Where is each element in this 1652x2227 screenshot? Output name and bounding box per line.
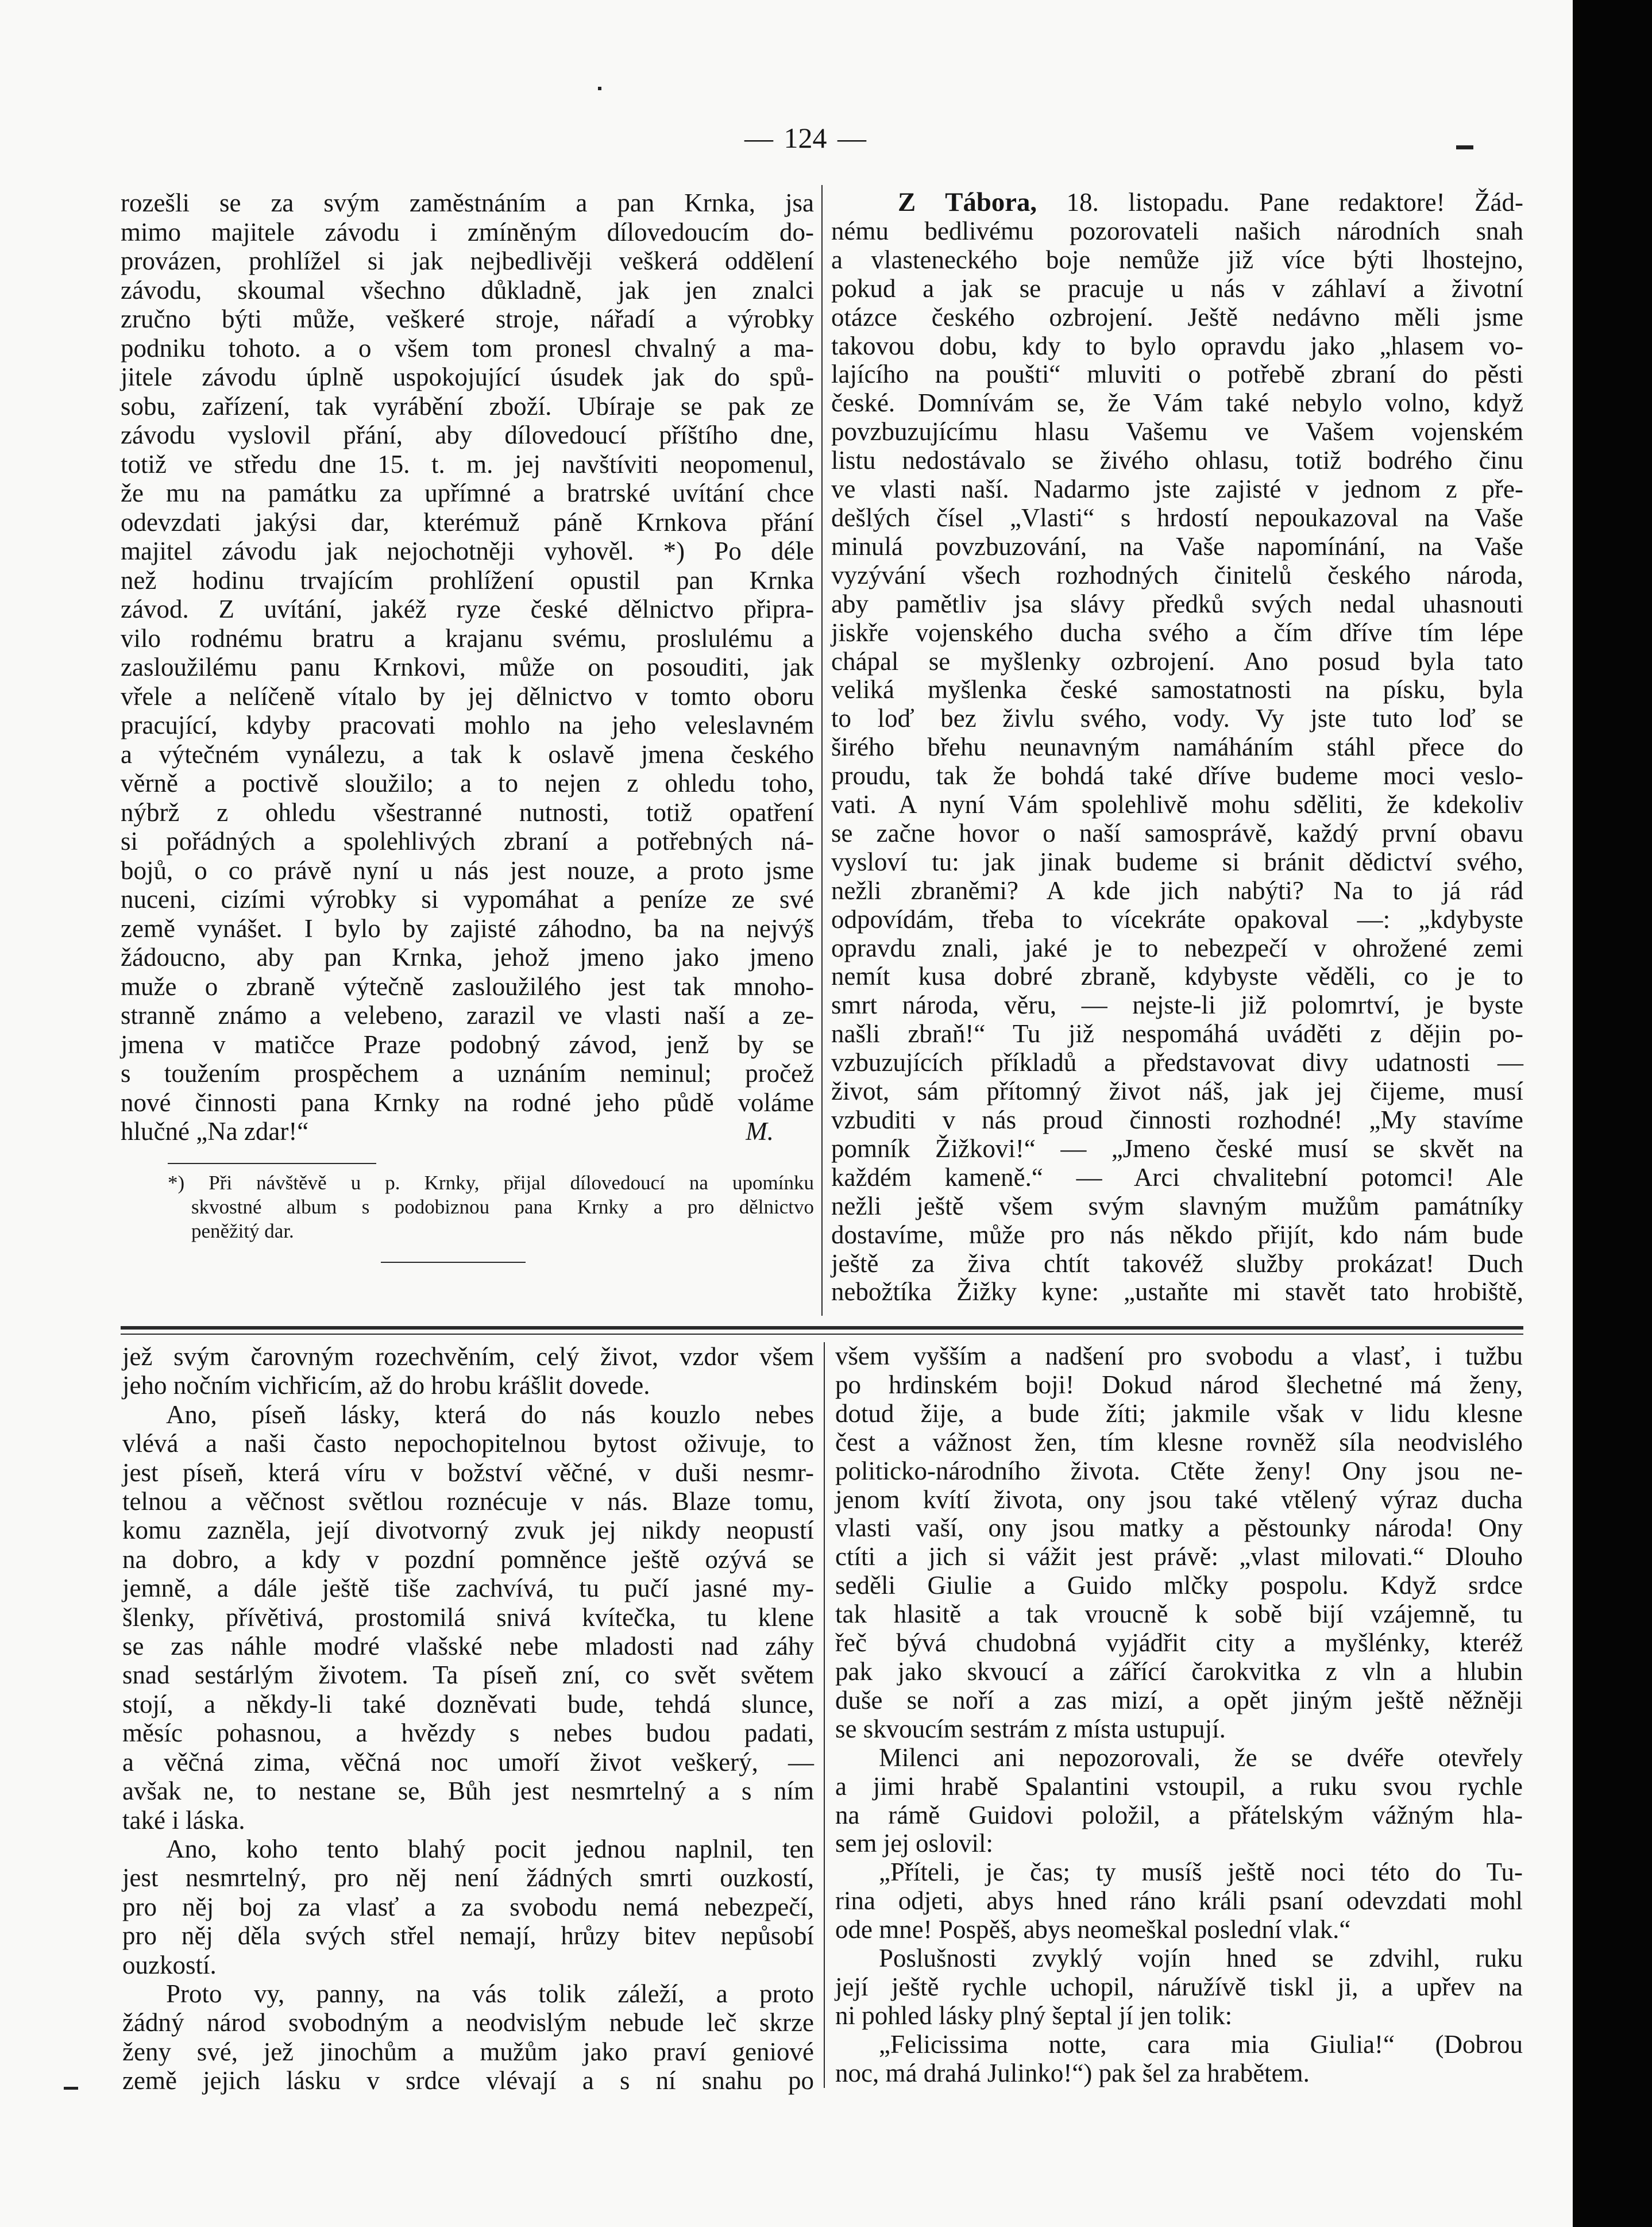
text-line: [121, 798, 814, 827]
line-text: hlučné „Na zdar!“: [121, 1117, 309, 1146]
dateline-place: Z Tábora,: [898, 187, 1037, 217]
line-text: závodu, skoumal všechno důkladně, jak jen znalci: [121, 275, 814, 305]
text-line: [831, 1221, 1523, 1250]
text-line: [121, 1088, 814, 1118]
line-text: věrně a poctivě sloužilo; a to nejen z ohledu toho,: [121, 769, 814, 797]
text-line: [122, 1342, 814, 1371]
text-line: [831, 619, 1523, 648]
line-text: ženy své, jež jinochům a mužům jako praví geniové: [122, 2037, 814, 2066]
line-text: Ano, koho tento blahý pocit jednou naplnil, ten: [166, 1834, 814, 1863]
scan-border: [1573, 0, 1652, 2227]
line-text: Proto vy, panny, na vás tolik záleží, a proto: [166, 1979, 814, 2008]
text-line: [835, 2002, 1523, 2030]
line-text: závod. Z uvítání, jakéž ryze české dělnictvo připra-: [121, 595, 814, 623]
text-line: [831, 1250, 1523, 1278]
line-text: se skvoucím sestrám z místa ustupují.: [835, 1714, 1226, 1743]
line-text: nežli zbraněmi? A kde jich nabýti? Na to já rád: [831, 876, 1523, 905]
text-line: [122, 1979, 814, 2008]
line-text: řeč bývá chudobná vyjádřit city a myšlénky, kteréž: [835, 1628, 1523, 1658]
text-line: [122, 1835, 814, 1863]
line-text: politicko-národního života. Ctěte ženy! Ony jsou ne-: [835, 1456, 1523, 1485]
text-line: [835, 1600, 1523, 1629]
line-text: pro něj děla svých střel nemají, hrůzy bitev nepůsobí: [122, 1921, 814, 1951]
line-text: měsíc pohasnou, a hvězdy s nebes budou padati,: [122, 1719, 814, 1748]
line-text: provázen, prohlížel si jak nejbedlivěji veškerá oddělení: [121, 246, 814, 275]
text-line: [121, 537, 814, 566]
scan-mark: [598, 87, 601, 90]
line-text: se zas náhle modré vlašské nebe mladosti nad záhy: [122, 1632, 814, 1661]
text-line: [121, 972, 814, 1001]
line-text: noc, má drahá Julinko!“) pak šel za hrabětem.: [835, 2058, 1310, 2087]
text-line: [831, 991, 1523, 1020]
text-line: [831, 1077, 1523, 1106]
line-text: nežli ještě všem svým slavným mužům památníky: [831, 1191, 1523, 1220]
text-line: [835, 1858, 1523, 1887]
text-line: [122, 1545, 814, 1574]
page-number: — 124 —: [744, 122, 866, 154]
line-text: dostavíme, může pro nás někdo přijít, kdo nám bude: [831, 1220, 1523, 1249]
text-line: [831, 733, 1523, 762]
line-text: rina odjeti, abys hned ráno králi psaní odevzdati mohl: [835, 1886, 1523, 1916]
line-text: každém kameně.“ — Arci chvalitební potomci! Ale: [831, 1162, 1523, 1192]
text-line: [835, 1629, 1523, 1658]
line-text: pracující, kdyby pracovati mohlo na jeho veleslavném: [121, 711, 814, 739]
text-line: [831, 561, 1523, 590]
text-line: [831, 188, 1523, 217]
text-line: [121, 1030, 814, 1059]
line-text: „Příteli, je čas; ty musíš ještě noci této do Tu-: [879, 1858, 1523, 1887]
text-line: [831, 389, 1523, 418]
line-text: duše se noří a zas mizí, a opět jiným ještě něžněji: [835, 1685, 1523, 1714]
line-text: ctíti a jich si vážit jest právě: „vlast milovati.“ Dlouho: [835, 1542, 1523, 1571]
line-text: šlenky, přívětivá, prostomilá snivá kvítečka, tu klene: [122, 1602, 814, 1632]
text-line: [121, 246, 814, 276]
text-line: [835, 1457, 1523, 1486]
line-text: pokud a jak se pracuje u nás v záhlaví a životní: [831, 273, 1523, 303]
text-line: [122, 2008, 814, 2037]
text-line: [122, 1632, 814, 1660]
text-line: [831, 676, 1523, 704]
line-text: vilo rodnému bratru a krajanu svému, proslulému a: [121, 623, 814, 653]
text-line: [831, 1049, 1523, 1077]
feuilleton-column-left: [122, 1342, 814, 2095]
line-text: a jimi hrabě Spalantini vstoupil, a ruku svou rychle: [835, 1771, 1523, 1801]
text-line: [121, 711, 814, 740]
line-text: Poslušnosti zvyklý vojín hned se zdvihl, ruku: [879, 1944, 1523, 1973]
line-text: stranně známo a velebeno, zarazil ve vlasti naší a ze-: [121, 1001, 814, 1030]
line-text: muže o zbraně výtečně zasloužilého jest tak mnoho-: [121, 972, 814, 1001]
line-text: nebožtíka Žižky kyne: „ustaňte mi stavět tato hrobiště,: [831, 1277, 1523, 1307]
text-line: [122, 1951, 814, 1979]
line-text: širého břehu neunavným namáháním stáhl přece do: [831, 733, 1523, 762]
text-line: [121, 566, 814, 595]
text-line: [121, 508, 814, 537]
footnote-line: [191, 1195, 814, 1219]
text-line: [835, 1973, 1523, 2002]
text-line: [831, 762, 1523, 791]
text-line: [835, 1715, 1523, 1744]
text-line: [121, 624, 814, 653]
line-text: vysloví tu: jak jinak budeme si bránit dědictví svého,: [831, 847, 1523, 876]
line-text: že mu na památku za upřímné a bratrské uvítání chce: [121, 479, 814, 507]
line-text: po hrdinském boji! Dokud národ šlechetné má ženy,: [835, 1370, 1523, 1399]
line-text: listu nedostávalo se živého ohlasu, totiž bodrého činu: [831, 446, 1523, 475]
text-line: [121, 827, 814, 856]
line-text: s toužením prospěchem a uznáním neminul; pročež: [121, 1059, 814, 1088]
line-text: smrt národa, věru, — nejste-li již polomrtví, je byste: [831, 991, 1523, 1020]
line-text: skvostné album s podobiznou pana Krnky a pro dělnictvo: [191, 1196, 814, 1218]
line-text: země jejich lásku v srdce vlévají a s ní snahu po: [122, 2066, 814, 2095]
line-text: našli zbraň!“ Tu již nespomáhá uváděti z dějin po-: [831, 1019, 1523, 1049]
line-text: sem jej oslovil:: [835, 1829, 993, 1858]
text-line: [122, 1719, 814, 1747]
text-line: [831, 1135, 1523, 1163]
text-line: [121, 334, 814, 363]
line-text: žádný národ svobodným a neodvislým nebude leč skrze: [122, 2008, 814, 2037]
text-line: [121, 595, 814, 624]
text-line: [831, 791, 1523, 819]
line-text: bojů, o co právě nyní u nás jest nouze, a proto jsme: [121, 856, 814, 885]
text-line: [831, 934, 1523, 963]
text-line: [121, 276, 814, 305]
text-line: [121, 740, 814, 769]
line-text: pak jako skvoucí a zářící čarokvitka z vln a hlubin: [835, 1656, 1523, 1686]
text-line: [122, 1487, 814, 1516]
text-line: [831, 446, 1523, 475]
text-line: [121, 682, 814, 711]
text-line: [831, 475, 1523, 504]
line-text: komu zazněla, její divotvorný zvuk jej nikdy neopustí: [122, 1516, 814, 1545]
author-signature: M.: [746, 1117, 774, 1146]
text-line: [835, 1342, 1523, 1371]
line-text: se začne hovor o naší samosprávě, každý první obavu: [831, 818, 1523, 847]
text-line: [122, 1690, 814, 1719]
line-text: rozešli se za svým zaměstnáním a pan Krnka, jsa: [121, 188, 814, 217]
text-line: [835, 1829, 1523, 1858]
text-line: [122, 1806, 814, 1835]
line-text: zasloužilému panu Krnkovi, může on posouditi, jak: [121, 653, 814, 681]
line-text: všem vyšším a nadšení pro svobodu a vlasť, i tužbu: [835, 1342, 1523, 1370]
text-line: [831, 1106, 1523, 1135]
text-line: [835, 1887, 1523, 1916]
text-line: [122, 1893, 814, 1921]
text-line: [121, 218, 814, 247]
line-text: mimo majitele závodu i zmíněným dílovedoucím do-: [121, 217, 814, 246]
text-line: [831, 533, 1523, 561]
text-line: [122, 1400, 814, 1429]
text-line: [835, 1773, 1523, 1801]
line-text: a výtečném vynálezu, a tak k oslavě jmena českého: [121, 739, 814, 769]
section-divider-thick: [121, 1326, 1523, 1330]
line-text: snad sestárlým životem. Ta píseň zní, co svět světem: [122, 1660, 814, 1690]
line-text: vati. A nyní Vám spolehlivě mohu sděliti, že kdekoliv: [831, 790, 1523, 819]
text-line: [121, 943, 814, 972]
text-line: [122, 1574, 814, 1602]
line-text: žádoucno, aby pan Krnka, jehož jmeno jako jmeno: [121, 943, 814, 972]
line-text: majitel závodu jak nejochotněji vyhověl. *) Po déle: [121, 537, 814, 565]
text-line: [835, 1428, 1523, 1457]
line-text: vlévá a naši často nepochopitelnou bytost oživuje, to: [122, 1429, 814, 1458]
line-text: jemně, a dále ještě tiše zachvívá, tu pučí jasné my-: [122, 1574, 814, 1603]
footnote: [168, 1171, 814, 1243]
line-text: vzbuzujících příkladů a představovat divy udatnosti —: [831, 1048, 1523, 1077]
line-text: minulá povzbuzování, na Vaše napomínání, na Vaše: [831, 531, 1523, 561]
line-text: ještě za živa chtít takovéž služby prokázat! Duch: [831, 1249, 1523, 1278]
footnote-rule: [168, 1163, 376, 1164]
text-line: [121, 305, 814, 334]
text-line: [835, 1514, 1523, 1543]
line-text: veliká myšlenka české samostatnosti na písku, byla: [831, 675, 1523, 704]
line-text: ouzkostí.: [122, 1950, 217, 1979]
text-line: [831, 590, 1523, 619]
line-text: *) Při návštěvě u p. Krnky, přijal dílovedoucí na upomínku: [168, 1172, 814, 1194]
text-line: [831, 648, 1523, 676]
text-line: [831, 962, 1523, 991]
footnote-end-rule: [381, 1262, 526, 1263]
line-text: nému bedlivému pozorovateli našich národních snah: [831, 216, 1523, 245]
line-text: život, sám přítomný život náš, jak jej čijeme, musí: [831, 1077, 1523, 1106]
text-line: [835, 1916, 1523, 1944]
line-text: země vynášet. I bylo by zajisté záhodno, ba na nejvýš: [121, 914, 814, 943]
line-text: si pořádných a spolehlivých zbraní a potřebných ná-: [121, 827, 814, 856]
line-text: tak hlasitě a tak vroucně k sobě bijí vzájemně, tu: [835, 1600, 1523, 1629]
text-line: [122, 1458, 814, 1487]
text-line: [835, 2059, 1523, 2088]
line-text: ve vlasti naší. Nadarmo jste zajisté v jednom z pře-: [831, 475, 1523, 504]
text-line: [122, 1863, 814, 1892]
line-text: a věčná zima, věčná noc umoří život veškerý, —: [122, 1747, 814, 1777]
text-line: [121, 1117, 814, 1146]
text-line: [122, 1921, 814, 1950]
line-text: a vlasteneckého boje nemůže již více býti lhostejno,: [831, 245, 1523, 274]
text-line: [835, 1801, 1523, 1830]
text-line: [121, 653, 814, 682]
text-line: [122, 1748, 814, 1777]
text-line: [121, 188, 814, 218]
text-line: [831, 877, 1523, 906]
text-line: [121, 1059, 814, 1088]
line-text: jenom kvítí života, ony jsou také vtělený výraz ducha: [835, 1485, 1523, 1514]
text-line: [835, 1371, 1523, 1400]
line-text: také i láska.: [122, 1805, 245, 1835]
text-line: [831, 246, 1523, 275]
text-line: [121, 885, 814, 914]
line-text: jiskře vojenského ducha svého a čím dříve tím lépe: [831, 618, 1523, 647]
text-line: [121, 1001, 814, 1030]
line-text: odevzdati jakýsi dar, kterémuž páně Krnkova přání: [121, 507, 814, 537]
text-line: [831, 819, 1523, 848]
line-text: opravdu znali, jaké je to nebezpečí v ohrožené zemi: [831, 933, 1523, 962]
text-line: [831, 704, 1523, 733]
line-text: „Felicissima notte, cara mia Giulia!“ (Dobrou: [879, 2029, 1523, 2059]
line-text: jež svým čarovným rozechvěním, celý život, vzdor všem: [122, 1342, 814, 1371]
line-text: povzbuzujícímu hlasu Vašemu ve Vašem vojenském: [831, 417, 1523, 446]
text-line: [122, 1429, 814, 1458]
text-line: [831, 1278, 1523, 1307]
scan-mark: [64, 2087, 78, 2090]
text-line: [835, 2030, 1523, 2059]
line-text: proudu, tak že bohdá také dříve budeme moci veslo-: [831, 761, 1523, 791]
line-text: vlasti vaší, ony jsou matky a pěstounky národa! Ony: [835, 1513, 1523, 1543]
line-text: nemít kusa dobré zbraně, kdybyste věděli, co je to: [831, 962, 1523, 991]
text-line: [121, 450, 814, 479]
line-text: lajícího na poušti“ mluviti o potřebě zbraní do pěsti: [831, 360, 1523, 389]
text-line: [835, 1400, 1523, 1428]
line-text: jmena v matičce Praze podobný závod, jenž by se: [121, 1030, 814, 1059]
text-line: [121, 479, 814, 508]
text-line: [831, 303, 1523, 332]
text-line: [122, 1603, 814, 1632]
footnote-line: [191, 1219, 814, 1243]
text-line: [835, 1944, 1523, 1973]
text-line: [831, 1192, 1523, 1221]
feuilleton-column-right: [835, 1342, 1523, 2088]
line-text: dotud žije, a bude žíti; jakmile však v lidu klesne: [835, 1398, 1523, 1428]
line-text: telnou a věčnost světlou roznécuje v nás. Blaze tomu,: [122, 1487, 814, 1516]
text-line: [835, 1744, 1523, 1773]
text-line: [831, 418, 1523, 446]
text-line: [831, 332, 1523, 361]
line-text: závodu vyslovil přání, aby dílovedoucí příštího dne,: [121, 421, 814, 449]
line-text: zručno býti může, veškeré stroje, nářadí a výrobky: [121, 305, 814, 333]
text-line: [122, 1516, 814, 1544]
text-line: [122, 1660, 814, 1689]
text-line: [831, 1163, 1523, 1192]
line-text: seděli Giulie a Guido mlčky pospolu. Když srdce: [835, 1571, 1523, 1600]
line-text: ni pohled lásky plný šeptal jí jen tolik:: [835, 2001, 1233, 2030]
text-line: [122, 1371, 814, 1400]
line-text: pro něj boj za vlasť a za svobodu nemá nebezpečí,: [122, 1892, 814, 1921]
text-line: [121, 856, 814, 885]
line-text: totiž ve středu dne 15. t. m. jej navštíviti neopomenul,: [121, 449, 814, 479]
text-line: [835, 1686, 1523, 1715]
line-text: 18. listopadu. Pane redaktore! Žád-: [1066, 188, 1523, 217]
text-line: [121, 914, 814, 943]
line-text: avšak ne, to nestane se, Bůh jest nesmrtelný a s ním: [122, 1777, 814, 1806]
line-text: než hodinu trvajícím prohlížení opustil pan Krnka: [121, 565, 814, 595]
line-text: její ještě rychle uchopil, náružívě tiskl ji, a upřev na: [835, 1972, 1523, 2001]
footnote-line: [168, 1171, 814, 1195]
line-text: jitele závodu úplně uspokojující úsudek jak do spů-: [121, 363, 814, 391]
section-divider-thin: [121, 1334, 1523, 1335]
text-line: [835, 1658, 1523, 1686]
line-text: nýbrž z ohledu všestranné nutnosti, totiž opatření: [121, 797, 814, 827]
text-line: [835, 1571, 1523, 1600]
line-text: stojí, a někdy-li také dozněvati bude, tehdá slunce,: [122, 1689, 814, 1719]
line-text: jest píseň, která víru v božství věčné, v duši nesmr-: [122, 1458, 814, 1487]
line-text: ode mne! Pospěš, abys neomeškal poslední vlak.“: [835, 1915, 1351, 1944]
line-text: vřele a nelíčeně vítalo by jej dělnictvo v tomto oboru: [121, 681, 814, 711]
line-text: podniku tohoto. a o všem tom pronesl chvalný a ma-: [121, 333, 814, 363]
text-line: [831, 217, 1523, 246]
article-column-top-right: [831, 188, 1523, 1307]
column-rule-top: [821, 185, 823, 1316]
text-line: [831, 360, 1523, 389]
scan-mark: [1456, 145, 1473, 149]
text-line: [835, 1543, 1523, 1571]
text-line: [121, 421, 814, 450]
line-text: takovou dobu, kdy to bylo opravdu jako „hlasem vo-: [831, 331, 1523, 360]
line-text: na rámě Guidovi položil, a přátelským vážným hla-: [835, 1800, 1523, 1829]
line-text: na dobro, a kdy v pozdní pomněnce ještě ozývá se: [122, 1544, 814, 1574]
line-text: dešlých čísel „Vlasti“ s hrdostí nepoukazoval na Vaše: [831, 503, 1523, 532]
text-line: [121, 769, 814, 798]
text-line: [831, 504, 1523, 533]
line-text: jeho nočním vichřicím, až do hrobu krášlit dovede.: [122, 1371, 650, 1400]
line-text: chápal se myšlenky ozbrojení. Ano posud byla tato: [831, 646, 1523, 676]
text-line: [831, 275, 1523, 303]
line-text: Milenci ani nepozorovali, že se dvéře otevřely: [879, 1743, 1523, 1772]
line-text: sobu, zařízení, tak vyrábění zboží. Ubíraje se pak ze: [121, 391, 814, 421]
text-line: [122, 1777, 814, 1805]
line-text: odpovídám, třeba to vícekráte opakoval —: „kdybyste: [831, 904, 1523, 934]
line-text: Ano, píseň lásky, která do nás kouzlo nebes: [166, 1400, 814, 1429]
line-text: čest a vážnost žen, tím klesne rovněž síla neodvislého: [835, 1427, 1523, 1457]
line-text: to loď bez živlu svého, vody. Vy jste tuto loď se: [831, 704, 1523, 733]
line-text: aby pamětliv jsa slávy předků svých nedal uhasnouti: [831, 589, 1523, 618]
text-line: [835, 1486, 1523, 1515]
text-line: [831, 906, 1523, 934]
line-text: české. Domnívám se, že Vám také nebylo volno, když: [831, 388, 1523, 418]
line-text: jest nesmrtelný, pro něj není žádných smrti ouzkostí,: [122, 1863, 814, 1893]
text-line: [121, 392, 814, 421]
line-text: vyzývání všech rozhodných činitelů českého národa,: [831, 560, 1523, 590]
line-text: nuceni, cizími výrobky si vypomáhat a peníze ze své: [121, 885, 814, 914]
line-text: peněžitý dar.: [191, 1220, 294, 1242]
column-rule-bottom: [824, 1342, 825, 2088]
text-line: [831, 1020, 1523, 1049]
article-column-top-left: [121, 188, 814, 1146]
line-text: vzbuditi v nás proud činnosti rozhodné! „My stavíme: [831, 1105, 1523, 1134]
line-text: otázce českého ozbrojení. Ještě nedávno měli jsme: [831, 302, 1523, 332]
text-line: [121, 363, 814, 392]
line-text: nové činnosti pana Krnky na rodné jeho půdě voláme: [121, 1088, 814, 1117]
line-text: pomník Žižkovi!“ — „Jmeno české musí se skvět na: [831, 1134, 1523, 1163]
text-line: [122, 2037, 814, 2066]
text-line: [122, 2066, 814, 2095]
text-line: [831, 848, 1523, 877]
